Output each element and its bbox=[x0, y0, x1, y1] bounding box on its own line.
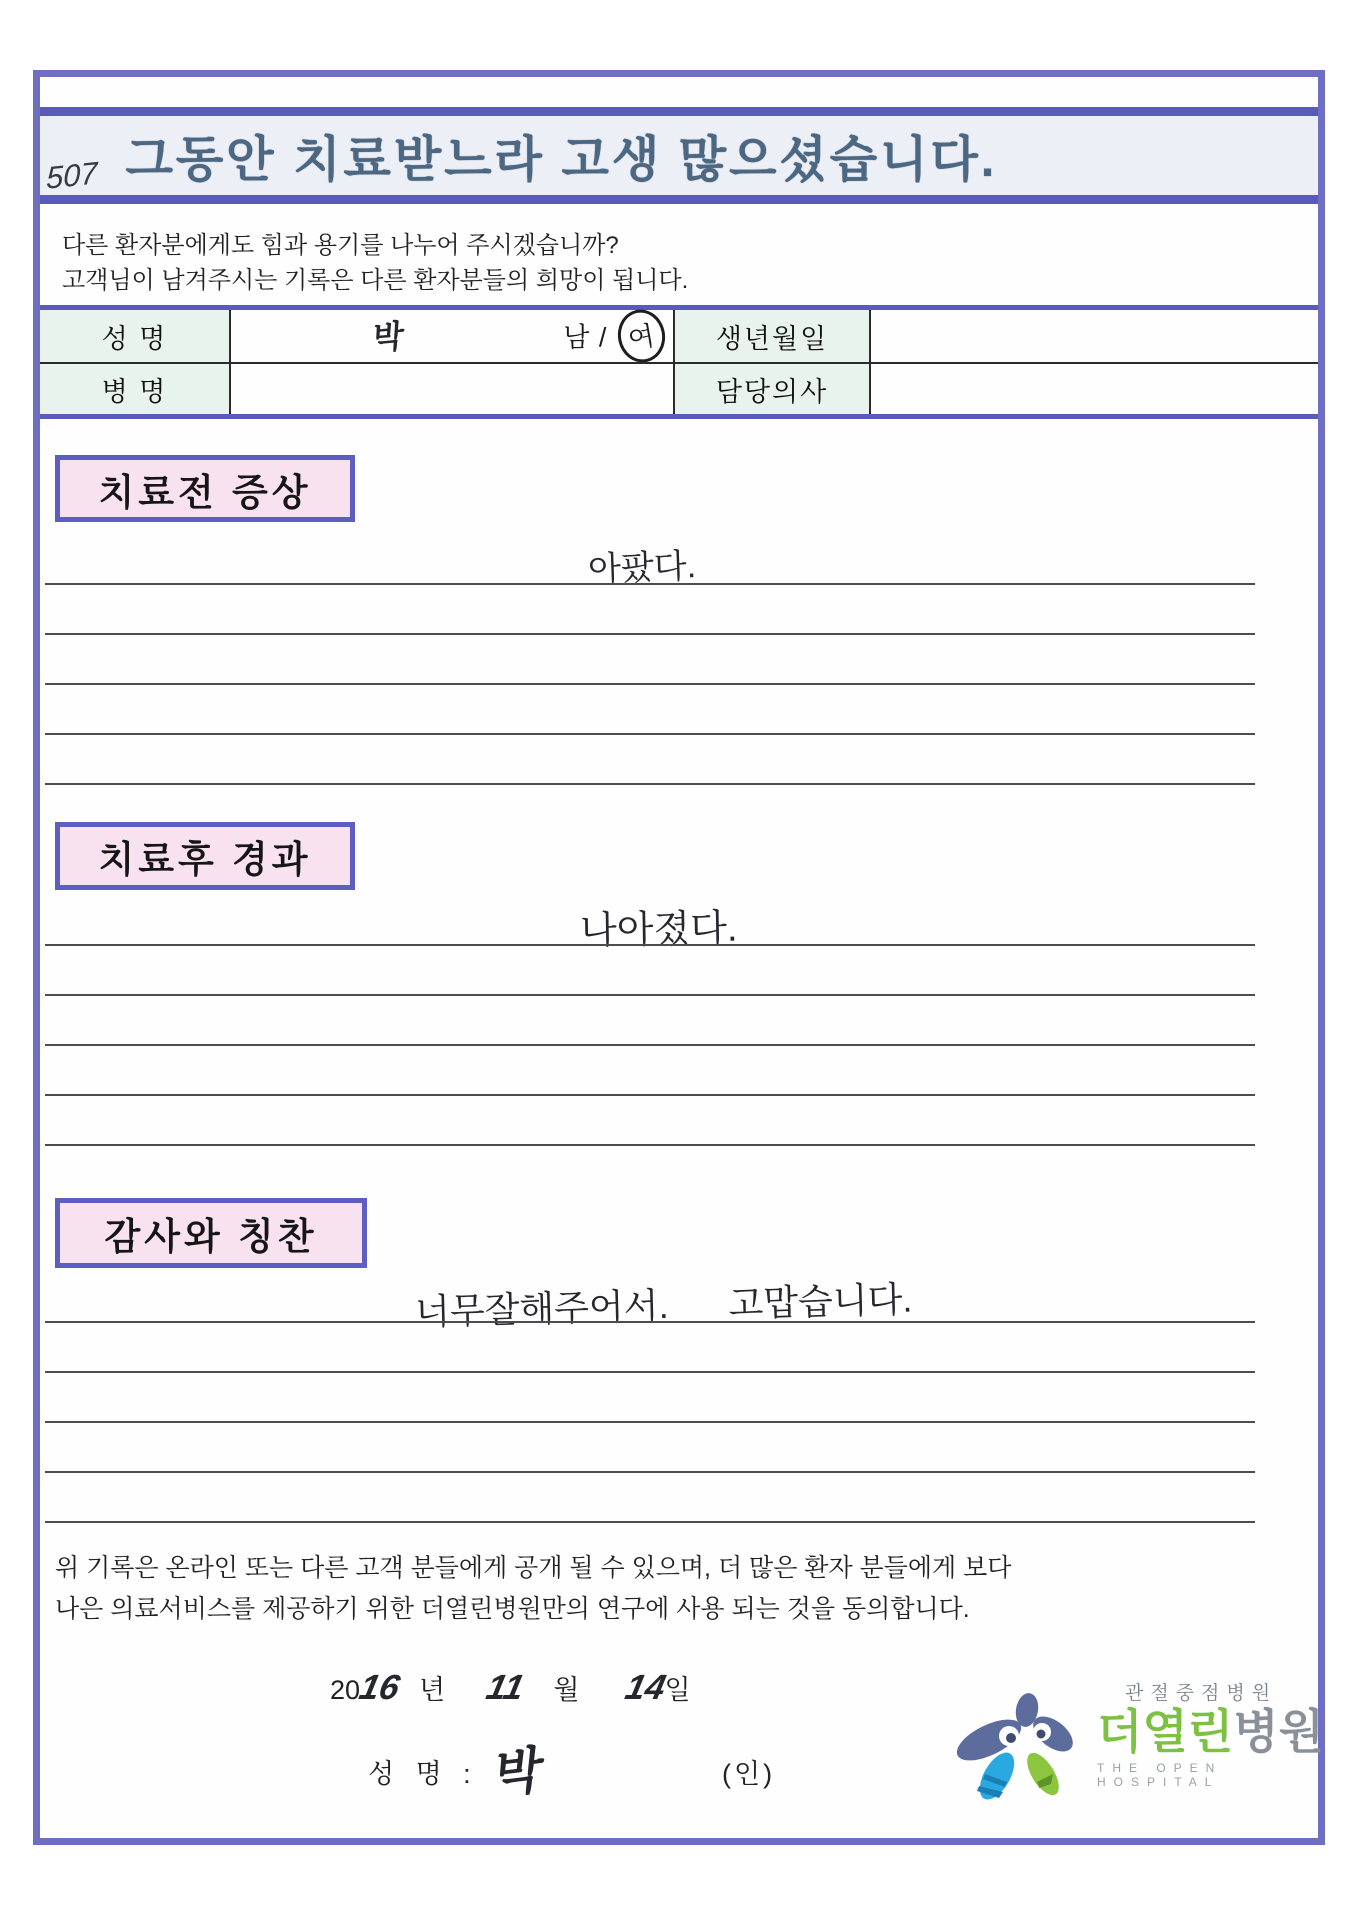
section-title: 치료전 증상 bbox=[98, 471, 312, 513]
handwritten-answer-thanks: 너무잘해주어서. 고맙습니다. bbox=[414, 1278, 913, 1333]
logo-name-gray: 병원 bbox=[1233, 1705, 1325, 1758]
name-label-cell: 성 명 bbox=[40, 310, 229, 362]
patient-info-table bbox=[40, 305, 1318, 419]
ruled-line bbox=[45, 1471, 1255, 1473]
ruled-line bbox=[45, 1321, 1255, 1323]
section-header-before-treatment bbox=[55, 455, 355, 522]
logo-name-green: 더열린 bbox=[1097, 1705, 1234, 1758]
gender-field bbox=[563, 310, 665, 363]
intro-text bbox=[62, 228, 688, 298]
logo-text-block bbox=[1097, 1678, 1345, 1789]
intro-line-1: 다른 환자분에게도 힘과 용기를 나누어 주시겠습니까? bbox=[62, 232, 619, 259]
ruled-line bbox=[45, 1144, 1255, 1146]
ruled-line bbox=[45, 1044, 1255, 1046]
logo-hospital-name bbox=[1097, 1707, 1345, 1757]
consent-line-1: 위 기록은 온라인 또는 다른 고객 분들에게 공개 될 수 있으며, 더 많은 환자 분들에게 보다 bbox=[55, 1554, 1012, 1582]
month-handwritten: 11 bbox=[483, 1668, 528, 1707]
consent-text bbox=[55, 1548, 1295, 1630]
date-line bbox=[330, 1668, 691, 1708]
signature-handwritten: 박 bbox=[491, 1741, 546, 1804]
ruled-lines-section-2 bbox=[45, 944, 1255, 1194]
signature-name-label: 성 명 : bbox=[368, 1759, 478, 1789]
day-handwritten: 14 bbox=[621, 1668, 669, 1707]
logo-tagline-top: 관절중점병원 bbox=[1125, 1683, 1278, 1704]
disease-value-cell bbox=[229, 362, 673, 414]
gender-female-circled: 여 bbox=[614, 306, 670, 366]
page-title: 그동안 치료받느라 고생 많으셨습니다. bbox=[125, 132, 998, 187]
header-banner bbox=[40, 107, 1318, 204]
handwritten-answer-before-treatment: 아팠다. bbox=[587, 547, 697, 589]
doctor-label-cell: 담당의사 bbox=[673, 362, 869, 414]
disease-label-cell: 병 명 bbox=[40, 362, 229, 414]
section-title: 감사와 칭찬 bbox=[104, 1216, 318, 1257]
hospital-logo bbox=[945, 1678, 1345, 1808]
ruled-line bbox=[45, 783, 1255, 785]
ruled-line bbox=[45, 1094, 1255, 1096]
ruled-line bbox=[45, 583, 1255, 585]
month-label: 월 bbox=[553, 1675, 580, 1705]
year-label: 년 bbox=[418, 1675, 446, 1705]
ruled-line bbox=[45, 1421, 1255, 1423]
ruled-lines-section-3 bbox=[45, 1321, 1255, 1571]
room-number-handwritten: 507 bbox=[46, 155, 98, 196]
ruled-line bbox=[45, 944, 1255, 946]
logo-tagline-bottom: THE OPEN HOSPITAL bbox=[1097, 1761, 1223, 1789]
gender-separator: / bbox=[598, 322, 608, 353]
ruled-line bbox=[45, 733, 1255, 735]
birthdate-label-cell: 생년월일 bbox=[673, 310, 869, 362]
ruled-line bbox=[45, 683, 1255, 685]
day-label: 일 bbox=[664, 1675, 691, 1705]
handwritten-answer-after-treatment: 나아졌다. bbox=[579, 907, 738, 953]
ruled-line bbox=[45, 1371, 1255, 1373]
section-title: 치료후 경과 bbox=[98, 839, 312, 880]
name-handwritten: 박 bbox=[371, 317, 406, 357]
ruled-lines-section-1 bbox=[45, 583, 1255, 833]
hospital-mascot-icon bbox=[945, 1686, 1095, 1804]
section-header-after-treatment bbox=[55, 822, 355, 890]
ruled-line bbox=[45, 1521, 1255, 1523]
date-prefix: 20 bbox=[330, 1675, 361, 1705]
doctor-value-cell bbox=[869, 362, 1318, 414]
section-header-thanks bbox=[55, 1198, 367, 1268]
consent-line-2: 나은 의료서비스를 제공하기 위한 더열린병원만의 연구에 사용 되는 것을 동의합니다. bbox=[55, 1595, 970, 1623]
gender-male-option: 남 bbox=[563, 322, 591, 353]
year-handwritten: 16 bbox=[356, 1668, 404, 1707]
intro-line-2: 고객님이 남겨주시는 기록은 다른 환자분들의 희망이 됩니다. bbox=[62, 267, 689, 294]
seal-label: (인) bbox=[722, 1759, 776, 1789]
ruled-line bbox=[45, 994, 1255, 996]
ruled-line bbox=[45, 633, 1255, 635]
name-value-cell bbox=[229, 310, 673, 362]
birthdate-value-cell bbox=[869, 310, 1318, 362]
